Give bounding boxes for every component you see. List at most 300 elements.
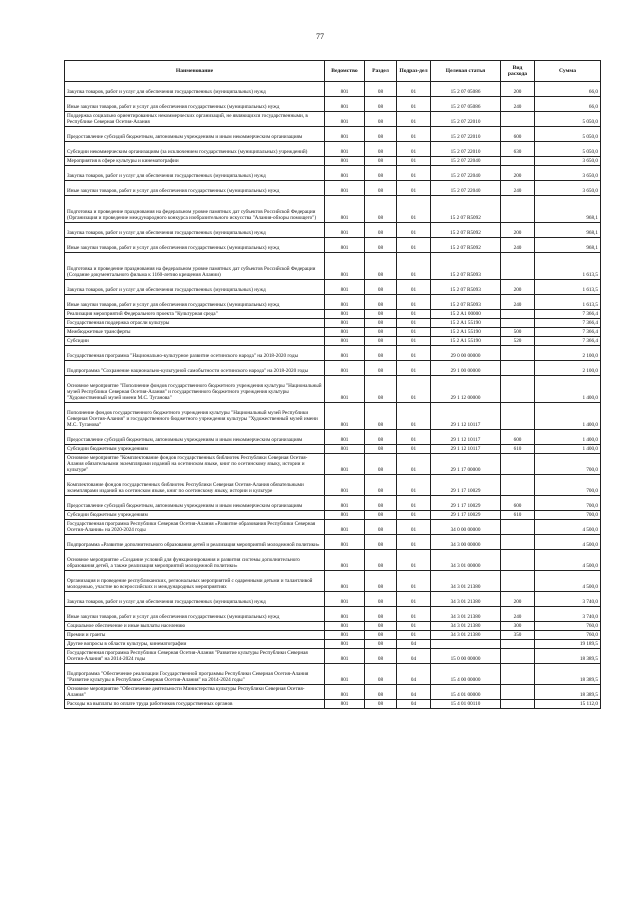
row-subsection: 04 <box>397 685 431 700</box>
row-subsection: 01 <box>397 337 431 346</box>
row-subsection: 01 <box>397 511 431 520</box>
row-department: 801 <box>325 700 365 709</box>
row-expense-type <box>501 685 535 700</box>
row-name: Субсидии некоммерческим организациям (за исключением государственных (муниципальных) учреждений) <box>65 142 325 157</box>
table-body <box>65 82 601 709</box>
row-expense-type <box>501 196 535 223</box>
table-row <box>65 337 601 346</box>
table-row <box>65 403 601 430</box>
row-section: 08 <box>365 223 397 238</box>
row-amount: 1 400,0 <box>535 403 601 430</box>
row-name: Субсидии бюджетным учреждениям <box>65 445 325 454</box>
row-name: Государственная программа "Национально-культурное развитие осетинского народа" на 2018-2020 годы <box>65 346 325 361</box>
row-department: 801 <box>325 475 365 496</box>
row-expense-type: 200 <box>501 223 535 238</box>
row-subsection: 01 <box>397 535 431 550</box>
row-target-article: 29 1 17 10029 <box>431 511 501 520</box>
table-row <box>65 592 601 607</box>
row-expense-type: 500 <box>501 328 535 337</box>
row-target-article: 34 0 00 00000 <box>431 520 501 535</box>
row-section: 08 <box>365 319 397 328</box>
row-name: Подпрограмма «Развитие дополнительного образования детей и реализация мероприятий молодежной политики» <box>65 535 325 550</box>
table-row <box>65 685 601 700</box>
row-name: Организация и проведение республиканских, региональных мероприятий с одаренными детьми и талантливой молодежью, участие во всероссийских и международных мероприятиях <box>65 571 325 592</box>
row-name: Премии и гранты <box>65 631 325 640</box>
row-target-article: 34 3 01 21380 <box>431 631 501 640</box>
row-amount: 1 613,5 <box>535 253 601 280</box>
row-amount: 1 400,0 <box>535 445 601 454</box>
table-row <box>65 223 601 238</box>
row-subsection: 01 <box>397 127 431 142</box>
row-department: 801 <box>325 376 365 403</box>
row-section: 08 <box>365 280 397 295</box>
table-row <box>65 361 601 376</box>
table-row <box>65 328 601 337</box>
row-department: 801 <box>325 181 365 196</box>
row-name: Предоставление субсидий бюджетным, автономным учреждениям и иным некоммерческим организациям <box>65 496 325 511</box>
row-expense-type: 200 <box>501 166 535 181</box>
row-amount: 3 650,0 <box>535 181 601 196</box>
row-expense-type <box>501 253 535 280</box>
table-header-row <box>65 61 601 82</box>
row-section: 08 <box>365 631 397 640</box>
row-amount: 700,0 <box>535 511 601 520</box>
row-department: 801 <box>325 649 365 664</box>
table-row <box>65 181 601 196</box>
row-expense-type: 600 <box>501 127 535 142</box>
row-department: 801 <box>325 631 365 640</box>
table-row <box>65 238 601 253</box>
row-section: 08 <box>365 475 397 496</box>
row-amount: 4 500,0 <box>535 550 601 571</box>
table-row <box>65 430 601 445</box>
row-target-article: 15 2 07 R5092 <box>431 223 501 238</box>
row-subsection: 04 <box>397 700 431 709</box>
table-row <box>65 319 601 328</box>
row-subsection: 01 <box>397 319 431 328</box>
table-row <box>65 127 601 142</box>
row-amount: 5 050,0 <box>535 112 601 127</box>
row-section: 08 <box>365 607 397 622</box>
table-row <box>65 511 601 520</box>
row-section: 08 <box>365 376 397 403</box>
table-row <box>65 664 601 685</box>
row-name: Подпрограмма "Сохранение национально-культурной самобытности осетинского народа" на 2018-2020 годы <box>65 361 325 376</box>
row-expense-type <box>501 403 535 430</box>
row-target-article: 15 4 01 00110 <box>431 700 501 709</box>
row-department: 801 <box>325 337 365 346</box>
row-section: 08 <box>365 640 397 649</box>
row-amount: 700,0 <box>535 496 601 511</box>
row-department: 801 <box>325 454 365 475</box>
row-name: Государственная поддержка отрасли культуры <box>65 319 325 328</box>
row-section: 08 <box>365 496 397 511</box>
row-department: 801 <box>325 622 365 631</box>
row-amount: 3 650,0 <box>535 166 601 181</box>
row-department: 801 <box>325 238 365 253</box>
row-amount: 66,0 <box>535 97 601 112</box>
row-department: 801 <box>325 445 365 454</box>
row-name: Закупка товаров, работ и услуг для обеспечения государственных (муниципальных) нужд <box>65 592 325 607</box>
row-subsection: 01 <box>397 361 431 376</box>
row-expense-type <box>501 571 535 592</box>
row-subsection: 01 <box>397 142 431 157</box>
row-subsection: 01 <box>397 181 431 196</box>
row-subsection: 01 <box>397 112 431 127</box>
header-section: Раздел <box>365 61 397 82</box>
row-subsection: 01 <box>397 223 431 238</box>
row-name: Социальное обеспечение и иные выплаты населению <box>65 622 325 631</box>
table-row <box>65 475 601 496</box>
row-section: 08 <box>365 181 397 196</box>
row-department: 801 <box>325 361 365 376</box>
table-row <box>65 535 601 550</box>
row-amount: 3 740,0 <box>535 592 601 607</box>
row-subsection: 01 <box>397 97 431 112</box>
row-target-article: 34 3 01 21380 <box>431 571 501 592</box>
row-target-article: 15 2 07 22010 <box>431 127 501 142</box>
row-amount: 5 050,0 <box>535 127 601 142</box>
row-subsection: 04 <box>397 664 431 685</box>
row-amount: 19 189,5 <box>535 640 601 649</box>
row-name: Пополнение фондов государственного бюджетного учреждения культуры "Национальный музей Республики Северная Осетия-Алания" и государственного бюджетного учреждения культуры "Художественный музей имени М.С. Туганова" <box>65 403 325 430</box>
row-subsection: 01 <box>397 238 431 253</box>
row-target-article: 29 1 17 10029 <box>431 496 501 511</box>
row-name: Основное мероприятие «Создание условий для функционирования и развития системы дополнительного образования детей, а также реализация мероприятий молодежной политики» <box>65 550 325 571</box>
row-section: 08 <box>365 112 397 127</box>
row-expense-type <box>501 664 535 685</box>
row-subsection: 01 <box>397 622 431 631</box>
row-section: 08 <box>365 295 397 310</box>
row-target-article: 15 2 07 R5093 <box>431 253 501 280</box>
row-target-article: 15 2 07 05086 <box>431 97 501 112</box>
row-subsection: 01 <box>397 280 431 295</box>
row-amount: 18 389,5 <box>535 685 601 700</box>
table-row <box>65 310 601 319</box>
row-expense-type: 300 <box>501 622 535 631</box>
row-expense-type <box>501 520 535 535</box>
row-section: 08 <box>365 685 397 700</box>
row-target-article: 15 4 01 00000 <box>431 685 501 700</box>
row-amount: 18 389,5 <box>535 649 601 664</box>
row-name: Иные закупки товаров, работ и услуг для обеспечения государственных (муниципальных) нужд <box>65 295 325 310</box>
row-department: 801 <box>325 97 365 112</box>
row-expense-type <box>501 700 535 709</box>
row-department: 801 <box>325 253 365 280</box>
row-amount: 4 500,0 <box>535 571 601 592</box>
table-row <box>65 649 601 664</box>
row-expense-type: 600 <box>501 496 535 511</box>
row-target-article: 15 0 00 00000 <box>431 649 501 664</box>
row-name: Закупка товаров, работ и услуг для обеспечения государственных (муниципальных) нужд <box>65 166 325 181</box>
row-target-article: 15 2 07 R5093 <box>431 295 501 310</box>
row-subsection: 01 <box>397 310 431 319</box>
row-name: Государственная программа Республики Северная Осетия-Алания "Развитие культуры Республики Северная Осетия-Алания" на 2014-2024 годы <box>65 649 325 664</box>
row-name: Иные закупки товаров, работ и услуг для обеспечения государственных (муниципальных) нужд <box>65 97 325 112</box>
row-expense-type <box>501 640 535 649</box>
row-expense-type: 240 <box>501 181 535 196</box>
row-subsection: 04 <box>397 640 431 649</box>
row-expense-type <box>501 157 535 166</box>
header-department: Ведомство <box>325 61 365 82</box>
row-amount: 968,1 <box>535 196 601 223</box>
table-row <box>65 550 601 571</box>
row-target-article: 15 2 07 R5093 <box>431 280 501 295</box>
row-expense-type <box>501 649 535 664</box>
row-subsection: 01 <box>397 475 431 496</box>
row-subsection: 01 <box>397 496 431 511</box>
row-amount: 2 100,0 <box>535 361 601 376</box>
row-expense-type: 630 <box>501 142 535 157</box>
budget-table <box>64 60 601 709</box>
row-subsection: 04 <box>397 649 431 664</box>
row-expense-type: 240 <box>501 97 535 112</box>
row-amount: 1 400,0 <box>535 376 601 403</box>
row-department: 801 <box>325 496 365 511</box>
table-row <box>65 571 601 592</box>
row-department: 801 <box>325 223 365 238</box>
row-department: 801 <box>325 196 365 223</box>
row-section: 08 <box>365 403 397 430</box>
table-row <box>65 496 601 511</box>
row-subsection: 01 <box>397 196 431 223</box>
row-department: 801 <box>325 280 365 295</box>
header-expense-type: Вид расхода <box>501 61 535 82</box>
row-amount: 66,0 <box>535 82 601 97</box>
row-section: 08 <box>365 535 397 550</box>
row-section: 08 <box>365 97 397 112</box>
row-department: 801 <box>325 511 365 520</box>
row-name: Расходы на выплаты по оплате труда работников государственных органов <box>65 700 325 709</box>
row-section: 08 <box>365 142 397 157</box>
row-amount: 760,0 <box>535 622 601 631</box>
row-amount: 4 500,0 <box>535 535 601 550</box>
row-department: 801 <box>325 157 365 166</box>
row-expense-type: 240 <box>501 295 535 310</box>
table-row <box>65 445 601 454</box>
row-amount: 4 500,0 <box>535 520 601 535</box>
row-department: 801 <box>325 550 365 571</box>
row-name: Государственная программа Республики Северная Осетия-Алания «Развитие образования Республики Северная Осетия-Алания» на 2020-2024 годы <box>65 520 325 535</box>
row-target-article: 29 1 12 00000 <box>431 376 501 403</box>
row-amount: 7 366,4 <box>535 328 601 337</box>
row-section: 08 <box>365 649 397 664</box>
table-row <box>65 196 601 223</box>
table-row <box>65 607 601 622</box>
row-amount: 968,1 <box>535 238 601 253</box>
row-subsection: 01 <box>397 550 431 571</box>
row-expense-type <box>501 454 535 475</box>
row-subsection: 01 <box>397 430 431 445</box>
row-subsection: 01 <box>397 82 431 97</box>
row-expense-type: 200 <box>501 280 535 295</box>
row-amount: 1 613,5 <box>535 295 601 310</box>
row-expense-type <box>501 475 535 496</box>
row-target-article: 29 1 12 10117 <box>431 403 501 430</box>
row-section: 08 <box>365 445 397 454</box>
row-expense-type: 200 <box>501 592 535 607</box>
table-row <box>65 376 601 403</box>
row-expense-type <box>501 535 535 550</box>
row-department: 801 <box>325 142 365 157</box>
row-department: 801 <box>325 607 365 622</box>
row-amount: 7 366,4 <box>535 319 601 328</box>
row-target-article: 15 2 A1 55190 <box>431 337 501 346</box>
row-section: 08 <box>365 361 397 376</box>
row-subsection: 01 <box>397 454 431 475</box>
row-section: 08 <box>365 196 397 223</box>
row-subsection: 01 <box>397 520 431 535</box>
row-section: 08 <box>365 511 397 520</box>
page-number: 77 <box>316 32 324 41</box>
table-row <box>65 97 601 112</box>
row-section: 08 <box>365 328 397 337</box>
row-subsection: 01 <box>397 346 431 361</box>
row-amount: 3 650,0 <box>535 157 601 166</box>
row-expense-type: 240 <box>501 238 535 253</box>
table-row <box>65 520 601 535</box>
table-row <box>65 346 601 361</box>
row-department: 801 <box>325 346 365 361</box>
row-target-article: 34 3 01 21380 <box>431 592 501 607</box>
header-target-article: Целевая статья <box>431 61 501 82</box>
row-subsection: 01 <box>397 376 431 403</box>
row-expense-type: 600 <box>501 430 535 445</box>
row-target-article: 15 2 07 R5092 <box>431 196 501 223</box>
row-expense-type <box>501 310 535 319</box>
table-row <box>65 112 601 127</box>
row-amount: 968,1 <box>535 223 601 238</box>
row-amount: 15 112,0 <box>535 700 601 709</box>
row-expense-type <box>501 346 535 361</box>
row-section: 08 <box>365 622 397 631</box>
table-row <box>65 142 601 157</box>
row-section: 08 <box>365 127 397 142</box>
row-subsection: 01 <box>397 631 431 640</box>
row-target-article <box>431 640 501 649</box>
row-amount: 760,0 <box>535 631 601 640</box>
table-row <box>65 700 601 709</box>
row-target-article: 15 2 07 22010 <box>431 112 501 127</box>
row-target-article: 34 3 01 00000 <box>431 550 501 571</box>
row-name: Мероприятия в сфере культуры и кинематографии <box>65 157 325 166</box>
row-expense-type <box>501 550 535 571</box>
row-department: 801 <box>325 310 365 319</box>
row-target-article: 34 3 00 00000 <box>431 535 501 550</box>
row-section: 08 <box>365 700 397 709</box>
table-row <box>65 454 601 475</box>
row-section: 08 <box>365 550 397 571</box>
row-name: Предоставление субсидий бюджетным, автономным учреждениям и иным некоммерческим организациям <box>65 430 325 445</box>
row-name: Закупка товаров, работ и услуг для обеспечения государственных (муниципальных) нужд <box>65 223 325 238</box>
row-target-article: 29 1 00 00000 <box>431 361 501 376</box>
row-target-article: 34 3 01 21380 <box>431 622 501 631</box>
row-target-article: 15 2 07 22040 <box>431 166 501 181</box>
table-row <box>65 157 601 166</box>
row-target-article: 15 2 07 R5092 <box>431 238 501 253</box>
table-row <box>65 640 601 649</box>
row-amount: 2 100,0 <box>535 346 601 361</box>
row-department: 801 <box>325 430 365 445</box>
row-name: Подготовка и проведение празднования на федеральном уровне памятных дат субъектов Российской Федерации (Создание документального фильма к 1160-летию крещения Алании) <box>65 253 325 280</box>
row-amount: 700,0 <box>535 475 601 496</box>
header-amount: Сумма <box>535 61 601 82</box>
table-row <box>65 253 601 280</box>
row-target-article: 15 2 07 05086 <box>431 82 501 97</box>
row-section: 08 <box>365 157 397 166</box>
row-amount: 1 400,0 <box>535 430 601 445</box>
row-target-article: 15 4 00 00000 <box>431 664 501 685</box>
row-target-article: 15 2 A1 00000 <box>431 310 501 319</box>
row-name: Основное мероприятие "Обеспечение деятельности Министерства культуры Республики Северная Осетия-Алания" <box>65 685 325 700</box>
row-department: 801 <box>325 319 365 328</box>
row-target-article: 29 1 12 10117 <box>431 430 501 445</box>
row-name: Иные закупки товаров, работ и услуг для обеспечения государственных (муниципальных) нужд <box>65 607 325 622</box>
row-name: Предоставление субсидий бюджетным, автономным учреждениям и иным некоммерческим организациям <box>65 127 325 142</box>
row-subsection: 01 <box>397 403 431 430</box>
row-name: Комплектование фондов государственных библиотек Республики Северная Осетия-Алания обязательными экземплярами изданий на осетинском языке, книг по осетинскому языку, истории и культуре <box>65 475 325 496</box>
row-department: 801 <box>325 295 365 310</box>
row-name: Иные закупки товаров, работ и услуг для обеспечения государственных (муниципальных) нужд <box>65 181 325 196</box>
table-row <box>65 295 601 310</box>
row-name: Подпрограмма "Обеспечение реализации Государственной программы Республики Северная Осетия-Алания "Развитие культуры в Республике Северная Осетия-Алания" на 2014-2024 годы" <box>65 664 325 685</box>
row-department: 801 <box>325 571 365 592</box>
row-expense-type: 610 <box>501 445 535 454</box>
row-target-article: 34 3 01 21380 <box>431 607 501 622</box>
row-name: Межбюджетные трансферты <box>65 328 325 337</box>
row-subsection: 01 <box>397 253 431 280</box>
row-target-article: 29 1 12 10117 <box>431 445 501 454</box>
row-name: Поддержка социально ориентированных некоммерческих организаций, не являющихся государственными, в Республике Северная Осетия-Алания <box>65 112 325 127</box>
row-department: 801 <box>325 112 365 127</box>
table-row <box>65 631 601 640</box>
row-subsection: 01 <box>397 607 431 622</box>
header-name: Наименование <box>65 61 325 82</box>
row-name: Субсидии бюджетным учреждениям <box>65 511 325 520</box>
row-section: 08 <box>365 592 397 607</box>
row-expense-type <box>501 361 535 376</box>
row-amount: 5 050,0 <box>535 142 601 157</box>
row-name: Другие вопросы в области культуры, кинематографии <box>65 640 325 649</box>
row-name: Подготовка и проведение празднования на федеральном уровне памятных дат субъектов Российской Федерации (Организация и проведение международного конкурса изобразительного искусства "Алания-обзоры помощего") <box>65 196 325 223</box>
row-section: 08 <box>365 571 397 592</box>
row-target-article: 15 2 A1 55190 <box>431 328 501 337</box>
row-department: 801 <box>325 166 365 181</box>
row-department: 801 <box>325 82 365 97</box>
row-department: 801 <box>325 664 365 685</box>
row-department: 801 <box>325 328 365 337</box>
header-subsection: Подраз-дел <box>397 61 431 82</box>
row-department: 801 <box>325 520 365 535</box>
row-department: 801 <box>325 640 365 649</box>
row-target-article: 29 1 17 00000 <box>431 454 501 475</box>
row-section: 08 <box>365 238 397 253</box>
row-target-article: 29 0 00 00000 <box>431 346 501 361</box>
row-name: Основное мероприятие "Комплектование фондов государственных библиотек Республики Северная Осетия-Алания обязательными экземплярами изданий на осетинском языке, книг по осетинскому языку, истории и культуре" <box>65 454 325 475</box>
row-amount: 7 366,4 <box>535 310 601 319</box>
row-target-article: 15 2 07 22010 <box>431 142 501 157</box>
table-row <box>65 280 601 295</box>
row-name: Закупка товаров, работ и услуг для обеспечения государственных (муниципальных) нужд <box>65 82 325 97</box>
row-section: 08 <box>365 346 397 361</box>
row-subsection: 01 <box>397 295 431 310</box>
row-department: 801 <box>325 592 365 607</box>
row-subsection: 01 <box>397 157 431 166</box>
row-section: 08 <box>365 310 397 319</box>
row-subsection: 01 <box>397 328 431 337</box>
row-amount: 18 389,5 <box>535 664 601 685</box>
row-section: 08 <box>365 454 397 475</box>
